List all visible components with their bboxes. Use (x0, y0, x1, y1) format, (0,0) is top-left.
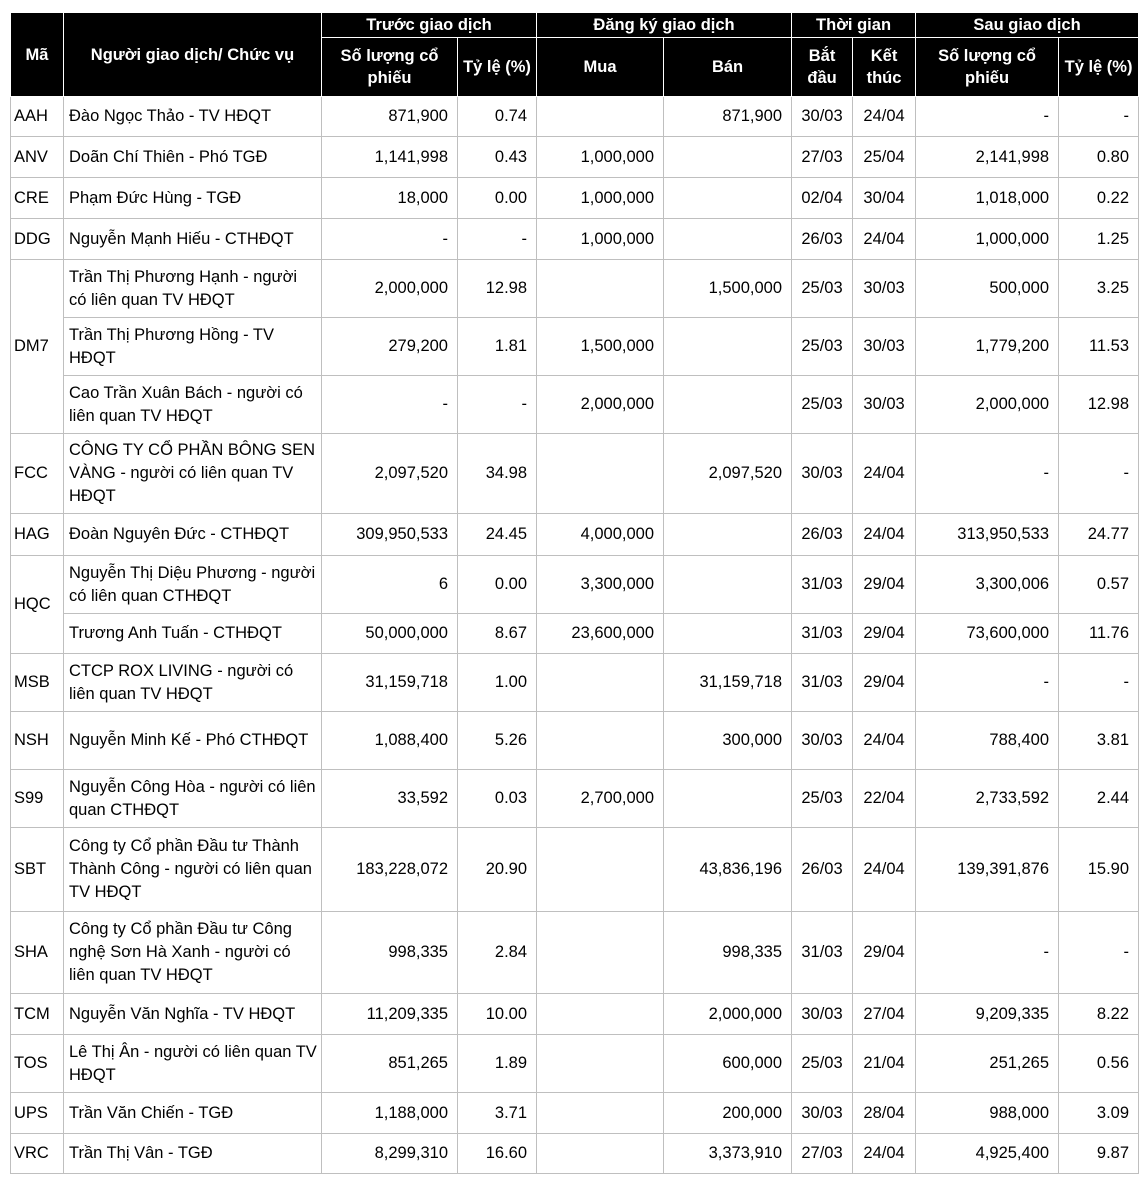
start-date: 25/03 (792, 260, 853, 318)
start-date: 25/03 (792, 770, 853, 828)
before-ratio: - (458, 219, 537, 260)
stock-code: AAH (11, 97, 64, 137)
start-date: 31/03 (792, 614, 853, 654)
table-row (11, 556, 1139, 614)
after-ratio: 12.98 (1059, 376, 1139, 434)
sell-volume (664, 219, 792, 260)
before-ratio: 0.03 (458, 770, 537, 828)
table-row (11, 137, 1139, 178)
sell-volume (664, 137, 792, 178)
before-shares: - (322, 376, 458, 434)
buy-volume: 1,000,000 (537, 178, 664, 219)
person-name: CÔNG TY CỔ PHẦN BÔNG SEN VÀNG - người có liên quan TV HĐQT (64, 434, 322, 514)
before-shares: 871,900 (322, 97, 458, 137)
end-date: 24/04 (853, 434, 916, 514)
after-shares: 251,265 (916, 1035, 1059, 1093)
after-ratio: - (1059, 97, 1139, 137)
buy-volume (537, 1134, 664, 1174)
before-ratio: 1.00 (458, 654, 537, 712)
buy-volume: 1,000,000 (537, 137, 664, 178)
header-person: Người giao dịch/ Chức vụ (64, 13, 322, 97)
header-end: Kết thúc (853, 38, 916, 97)
buy-volume (537, 654, 664, 712)
after-ratio: - (1059, 912, 1139, 994)
after-shares: 1,018,000 (916, 178, 1059, 219)
sell-volume (664, 614, 792, 654)
buy-volume: 3,300,000 (537, 556, 664, 614)
start-date: 30/03 (792, 1093, 853, 1134)
before-shares: 18,000 (322, 178, 458, 219)
after-ratio: 0.56 (1059, 1035, 1139, 1093)
table-row (11, 1035, 1139, 1093)
after-shares: 2,141,998 (916, 137, 1059, 178)
buy-volume: 1,000,000 (537, 219, 664, 260)
before-ratio: 1.81 (458, 318, 537, 376)
end-date: 24/04 (853, 712, 916, 770)
end-date: 29/04 (853, 654, 916, 712)
before-shares: 6 (322, 556, 458, 614)
end-date: 21/04 (853, 1035, 916, 1093)
end-date: 29/04 (853, 614, 916, 654)
sell-volume: 31,159,718 (664, 654, 792, 712)
stock-code: HAG (11, 514, 64, 556)
person-name: Nguyễn Minh Kế - Phó CTHĐQT (64, 712, 322, 770)
start-date: 26/03 (792, 828, 853, 912)
stock-code: TCM (11, 994, 64, 1035)
person-name: Đoàn Nguyên Đức - CTHĐQT (64, 514, 322, 556)
person-name: Trần Thị Vân - TGĐ (64, 1134, 322, 1174)
table-row (11, 260, 1139, 318)
buy-volume (537, 97, 664, 137)
after-ratio: - (1059, 654, 1139, 712)
after-ratio: 3.25 (1059, 260, 1139, 318)
sell-volume (664, 318, 792, 376)
before-shares: 1,188,000 (322, 1093, 458, 1134)
sell-volume: 43,836,196 (664, 828, 792, 912)
person-name: Công ty Cổ phần Đầu tư Thành Thành Công - người có liên quan TV HĐQT (64, 828, 322, 912)
after-shares: 988,000 (916, 1093, 1059, 1134)
end-date: 30/03 (853, 376, 916, 434)
start-date: 26/03 (792, 514, 853, 556)
before-shares: 2,097,520 (322, 434, 458, 514)
table-row (11, 912, 1139, 994)
stock-code: VRC (11, 1134, 64, 1174)
header-sell: Bán (664, 38, 792, 97)
start-date: 25/03 (792, 376, 853, 434)
end-date: 24/04 (853, 1134, 916, 1174)
after-shares: 2,000,000 (916, 376, 1059, 434)
end-date: 24/04 (853, 97, 916, 137)
insider-trading-table (10, 12, 1139, 1174)
buy-volume (537, 912, 664, 994)
stock-code: DM7 (11, 260, 64, 434)
end-date: 27/04 (853, 994, 916, 1035)
end-date: 30/04 (853, 178, 916, 219)
before-shares: 11,209,335 (322, 994, 458, 1035)
after-shares: 313,950,533 (916, 514, 1059, 556)
before-ratio: 0.00 (458, 178, 537, 219)
person-name: Nguyễn Công Hòa - người có liên quan CTHĐQT (64, 770, 322, 828)
sell-volume: 200,000 (664, 1093, 792, 1134)
person-name: Lê Thị Ân - người có liên quan TV HĐQT (64, 1035, 322, 1093)
buy-volume: 23,600,000 (537, 614, 664, 654)
sell-volume: 2,000,000 (664, 994, 792, 1035)
table-row (11, 514, 1139, 556)
after-shares: 139,391,876 (916, 828, 1059, 912)
table-row (11, 178, 1139, 219)
end-date: 24/04 (853, 828, 916, 912)
buy-volume: 4,000,000 (537, 514, 664, 556)
sell-volume: 2,097,520 (664, 434, 792, 514)
end-date: 29/04 (853, 912, 916, 994)
before-shares: 8,299,310 (322, 1134, 458, 1174)
end-date: 30/03 (853, 260, 916, 318)
before-shares: - (322, 219, 458, 260)
after-ratio: 15.90 (1059, 828, 1139, 912)
table-row (11, 376, 1139, 434)
person-name: Công ty Cổ phần Đầu tư Công nghệ Sơn Hà Xanh - người có liên quan TV HĐQT (64, 912, 322, 994)
person-name: Cao Trần Xuân Bách - người có liên quan TV HĐQT (64, 376, 322, 434)
buy-volume (537, 828, 664, 912)
table-row (11, 712, 1139, 770)
start-date: 30/03 (792, 434, 853, 514)
before-shares: 31,159,718 (322, 654, 458, 712)
before-shares: 309,950,533 (322, 514, 458, 556)
buy-volume: 2,700,000 (537, 770, 664, 828)
header-code: Mã (11, 13, 64, 97)
after-shares: 9,209,335 (916, 994, 1059, 1035)
sell-volume: 3,373,910 (664, 1134, 792, 1174)
before-ratio: 0.74 (458, 97, 537, 137)
stock-code: CRE (11, 178, 64, 219)
table-row (11, 654, 1139, 712)
after-ratio: 3.09 (1059, 1093, 1139, 1134)
before-shares: 2,000,000 (322, 260, 458, 318)
after-ratio: 11.76 (1059, 614, 1139, 654)
start-date: 27/03 (792, 1134, 853, 1174)
before-shares: 1,141,998 (322, 137, 458, 178)
after-shares: 2,733,592 (916, 770, 1059, 828)
before-ratio: 16.60 (458, 1134, 537, 1174)
start-date: 31/03 (792, 654, 853, 712)
person-name: Trần Văn Chiến - TGĐ (64, 1093, 322, 1134)
table-row (11, 97, 1139, 137)
start-date: 27/03 (792, 137, 853, 178)
stock-code: FCC (11, 434, 64, 514)
after-shares: - (916, 97, 1059, 137)
stock-code: MSB (11, 654, 64, 712)
table-header (11, 13, 1139, 97)
header-register: Đăng ký giao dịch (537, 13, 792, 38)
sell-volume: 1,500,000 (664, 260, 792, 318)
after-shares: - (916, 654, 1059, 712)
stock-code: S99 (11, 770, 64, 828)
before-ratio: 2.84 (458, 912, 537, 994)
start-date: 26/03 (792, 219, 853, 260)
person-name: Đào Ngọc Thảo - TV HĐQT (64, 97, 322, 137)
buy-volume (537, 1035, 664, 1093)
before-ratio: 3.71 (458, 1093, 537, 1134)
after-ratio: 0.80 (1059, 137, 1139, 178)
before-shares: 183,228,072 (322, 828, 458, 912)
table-row (11, 434, 1139, 514)
sell-volume: 871,900 (664, 97, 792, 137)
header-buy: Mua (537, 38, 664, 97)
before-shares: 998,335 (322, 912, 458, 994)
person-name: Doãn Chí Thiên - Phó TGĐ (64, 137, 322, 178)
after-shares: 1,000,000 (916, 219, 1059, 260)
end-date: 24/04 (853, 219, 916, 260)
table-row (11, 828, 1139, 912)
before-shares: 851,265 (322, 1035, 458, 1093)
sell-volume (664, 178, 792, 219)
start-date: 31/03 (792, 556, 853, 614)
table-row (11, 770, 1139, 828)
person-name: Trần Thị Phương Hồng - TV HĐQT (64, 318, 322, 376)
before-ratio: 12.98 (458, 260, 537, 318)
before-ratio: 0.43 (458, 137, 537, 178)
start-date: 30/03 (792, 712, 853, 770)
sell-volume: 998,335 (664, 912, 792, 994)
before-shares: 1,088,400 (322, 712, 458, 770)
before-ratio: 10.00 (458, 994, 537, 1035)
before-ratio: - (458, 376, 537, 434)
after-shares: 3,300,006 (916, 556, 1059, 614)
after-ratio: 24.77 (1059, 514, 1139, 556)
buy-volume: 2,000,000 (537, 376, 664, 434)
stock-code: TOS (11, 1035, 64, 1093)
table-row (11, 614, 1139, 654)
sell-volume (664, 770, 792, 828)
person-name: Phạm Đức Hùng - TGĐ (64, 178, 322, 219)
after-ratio: 1.25 (1059, 219, 1139, 260)
header-start: Bắt đầu (792, 38, 853, 97)
table-row (11, 1134, 1139, 1174)
end-date: 29/04 (853, 556, 916, 614)
after-ratio: 0.22 (1059, 178, 1139, 219)
after-ratio: 8.22 (1059, 994, 1139, 1035)
person-name: Nguyễn Thị Diệu Phương - người có liên quan CTHĐQT (64, 556, 322, 614)
after-shares: 1,779,200 (916, 318, 1059, 376)
header-before: Trước giao dịch (322, 13, 537, 38)
end-date: 25/04 (853, 137, 916, 178)
stock-code: NSH (11, 712, 64, 770)
table-row (11, 219, 1139, 260)
before-ratio: 8.67 (458, 614, 537, 654)
header-after-shares: Số lượng cổ phiếu (916, 38, 1059, 97)
start-date: 02/04 (792, 178, 853, 219)
table-body (11, 97, 1139, 1174)
after-shares: 788,400 (916, 712, 1059, 770)
after-shares: - (916, 434, 1059, 514)
buy-volume (537, 712, 664, 770)
header-before-shares: Số lượng cổ phiếu (322, 38, 458, 97)
after-shares: 4,925,400 (916, 1134, 1059, 1174)
before-shares: 279,200 (322, 318, 458, 376)
stock-code: ANV (11, 137, 64, 178)
table-row (11, 994, 1139, 1035)
before-ratio: 34.98 (458, 434, 537, 514)
stock-code: UPS (11, 1093, 64, 1134)
after-ratio: 11.53 (1059, 318, 1139, 376)
start-date: 31/03 (792, 912, 853, 994)
end-date: 22/04 (853, 770, 916, 828)
before-ratio: 5.26 (458, 712, 537, 770)
before-shares: 50,000,000 (322, 614, 458, 654)
stock-code: HQC (11, 556, 64, 654)
sell-volume: 600,000 (664, 1035, 792, 1093)
person-name: Nguyễn Mạnh Hiếu - CTHĐQT (64, 219, 322, 260)
header-after: Sau giao dịch (916, 13, 1139, 38)
after-ratio: 9.87 (1059, 1134, 1139, 1174)
sell-volume (664, 514, 792, 556)
sell-volume (664, 556, 792, 614)
start-date: 30/03 (792, 97, 853, 137)
after-shares: - (916, 912, 1059, 994)
insider-trading-table-container (10, 12, 1139, 1174)
buy-volume (537, 994, 664, 1035)
header-before-ratio: Tỷ lệ (%) (458, 38, 537, 97)
table-row (11, 318, 1139, 376)
stock-code: DDG (11, 219, 64, 260)
start-date: 25/03 (792, 1035, 853, 1093)
before-ratio: 0.00 (458, 556, 537, 614)
before-ratio: 24.45 (458, 514, 537, 556)
before-ratio: 20.90 (458, 828, 537, 912)
after-ratio: 0.57 (1059, 556, 1139, 614)
person-name: Nguyễn Văn Nghĩa - TV HĐQT (64, 994, 322, 1035)
after-ratio: - (1059, 434, 1139, 514)
after-shares: 73,600,000 (916, 614, 1059, 654)
after-shares: 500,000 (916, 260, 1059, 318)
stock-code: SBT (11, 828, 64, 912)
end-date: 28/04 (853, 1093, 916, 1134)
buy-volume (537, 260, 664, 318)
after-ratio: 3.81 (1059, 712, 1139, 770)
end-date: 24/04 (853, 514, 916, 556)
start-date: 25/03 (792, 318, 853, 376)
before-shares: 33,592 (322, 770, 458, 828)
before-ratio: 1.89 (458, 1035, 537, 1093)
sell-volume: 300,000 (664, 712, 792, 770)
sell-volume (664, 376, 792, 434)
buy-volume: 1,500,000 (537, 318, 664, 376)
end-date: 30/03 (853, 318, 916, 376)
header-time: Thời gian (792, 13, 916, 38)
stock-code: SHA (11, 912, 64, 994)
table-row (11, 1093, 1139, 1134)
person-name: Trần Thị Phương Hạnh - người có liên quan TV HĐQT (64, 260, 322, 318)
header-after-ratio: Tỷ lệ (%) (1059, 38, 1139, 97)
person-name: Trương Anh Tuấn - CTHĐQT (64, 614, 322, 654)
start-date: 30/03 (792, 994, 853, 1035)
buy-volume (537, 434, 664, 514)
buy-volume (537, 1093, 664, 1134)
person-name: CTCP ROX LIVING - người có liên quan TV HĐQT (64, 654, 322, 712)
after-ratio: 2.44 (1059, 770, 1139, 828)
